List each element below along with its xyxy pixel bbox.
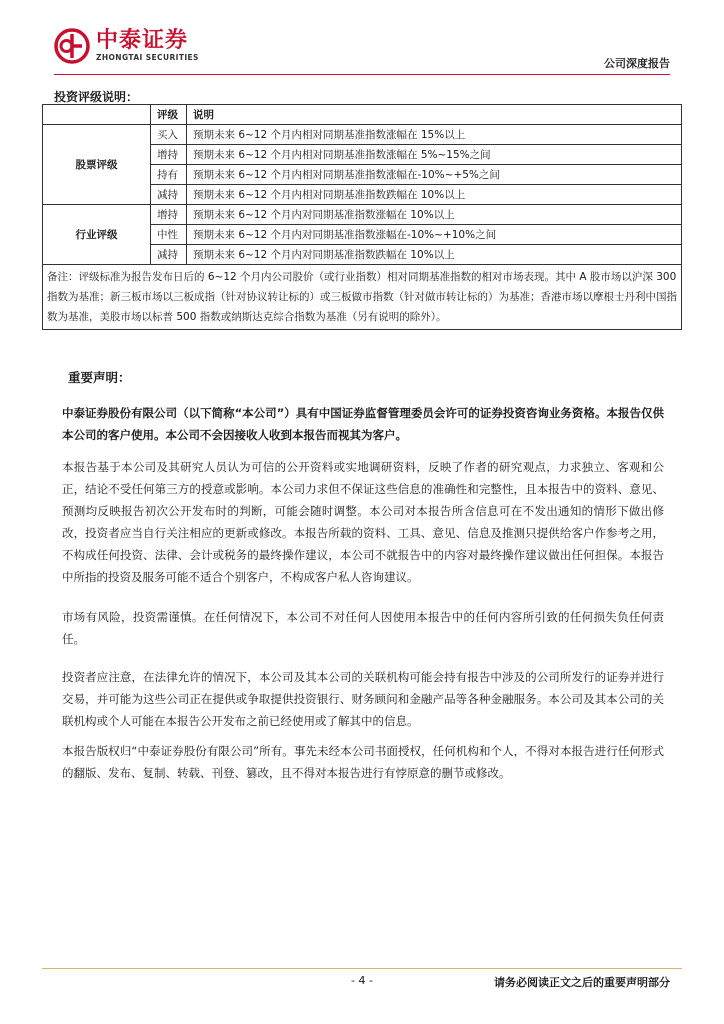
page-header (0, 0, 724, 82)
table-row (43, 205, 682, 225)
rating-description: 预期未来 6~12 个月内对同期基准指数跌幅在 10%以上 (187, 245, 682, 265)
disclaimer-paragraph-qualification: 中泰证券股份有限公司（以下简称“本公司”）具有中国证券监督管理委员会许可的证券投资咨询业务资格。本报告仅供本公司的客户使用。本公司不会因接收人收到本报告而视其为客户。 (62, 406, 664, 442)
industry-rating-category: 行业评级 (43, 205, 151, 265)
zhongtai-logo-icon (54, 28, 90, 64)
rating-level: 增持 (151, 205, 187, 225)
logo-chinese-name: 中泰证券 (96, 28, 189, 53)
disclaimer-paragraph-copyright: 本报告版权归“中泰证券股份有限公司”所有。事先未经本公司书面授权，任何机构和个人，不得对本报告进行任何形式的翻版、发布、复制、转载、刊登、篡改，且不得对本报告进行有悖原意的删节或修改。 (62, 744, 664, 780)
rating-level: 减持 (151, 185, 187, 205)
rating-level: 减持 (151, 245, 187, 265)
logo-english-name: ZHONGTAI SECURITIES (96, 53, 199, 62)
rating-description: 预期未来 6~12 个月内对同期基准指数涨幅在 10%以上 (187, 205, 682, 225)
header-divider (54, 74, 670, 75)
report-type-label: 公司深度报告 (604, 57, 670, 70)
rating-description: 预期未来 6~12 个月内相对同期基准指数跌幅在 10%以上 (187, 185, 682, 205)
disclaimer-paragraph-basis: 本报告基于本公司及其研究人员认为可信的公开资料或实地调研资料，反映了作者的研究观点，力求独立、客观和公正，结论不受任何第三方的授意或影响。本公司力求但不保证这些信息的准确性和完整性，且本报告中的资料、意见、预测均反映报告初次公开发布时的判断，可能会随时调整。本公司对本报告所含信息可在不发出通知的情形下做出修改，投资者应当自行关注相应的更新或修改。本报告所载的资料、工具、意见、信息及推测只提供给客户作参考之用，不构成任何投资、法律、会计或税务的最终操作建议，本公司不就报告中的内容对最终操作建议做出任何担保。本报告中所指的投资及服务可能不适合个别客户，不构成客户私人咨询建议。 (62, 460, 664, 584)
column-header-level: 评级 (151, 105, 187, 125)
rating-table (42, 104, 682, 330)
column-header-description: 说明 (187, 105, 682, 125)
rating-level: 买入 (151, 125, 187, 145)
table-header-row (43, 105, 682, 125)
table-note-row (43, 265, 682, 330)
footer-notice: 请务必阅读正文之后的重要声明部分 (494, 976, 670, 989)
disclaimer-paragraph-conflict: 投资者应注意，在法律允许的情况下，本公司及其本公司的关联机构可能会持有报告中涉及的公司所发行的证券并进行交易，并可能为这些公司正在提供或争取提供投资银行、财务顾问和金融产品等各种金融服务。本公司及其本公司的关联机构或个人可能在本报告公开发布之前已经使用或了解其中的信息。 (62, 670, 664, 728)
stock-rating-category: 股票评级 (43, 125, 151, 205)
table-row (43, 125, 682, 145)
rating-level: 中性 (151, 225, 187, 245)
rating-description: 预期未来 6~12 个月内相对同期基准指数涨幅在 15%以上 (187, 125, 682, 145)
rating-description: 预期未来 6~12 个月内相对同期基准指数涨幅在-10%~+5%之间 (187, 165, 682, 185)
rating-description: 预期未来 6~12 个月内相对同期基准指数涨幅在 5%~15%之间 (187, 145, 682, 165)
disclaimer-title: 重要声明： (68, 370, 131, 385)
rating-level: 增持 (151, 145, 187, 165)
company-logo (54, 28, 199, 64)
disclaimer-paragraph-risk: 市场有风险，投资需谨慎。在任何情况下，本公司不对任何人因使用本报告中的任何内容所引致的任何损失负任何责任。 (62, 610, 664, 646)
table-corner-cell (43, 105, 151, 125)
rating-section-title: 投资评级说明： (54, 90, 139, 104)
rating-level: 持有 (151, 165, 187, 185)
rating-note: 备注：评级标准为报告发布日后的 6~12 个月内公司股价（或行业指数）相对同期基准指数的相对市场表现。其中 A 股市场以沪深 300 指数为基准；新三板市场以三板成指（针对协议转让标的）或三板做市指数（针对做市转让标的）为基准；香港市场以摩根士丹利中国指数为基准，美股市场以标普 500 指数或纳斯达克综合指数为基准（另有说明的除外）。 (43, 265, 682, 330)
page-number: - 4 - (351, 974, 373, 987)
rating-description: 预期未来 6~12 个月内对同期基准指数涨幅在-10%~+10%之间 (187, 225, 682, 245)
footer-divider (42, 968, 682, 969)
